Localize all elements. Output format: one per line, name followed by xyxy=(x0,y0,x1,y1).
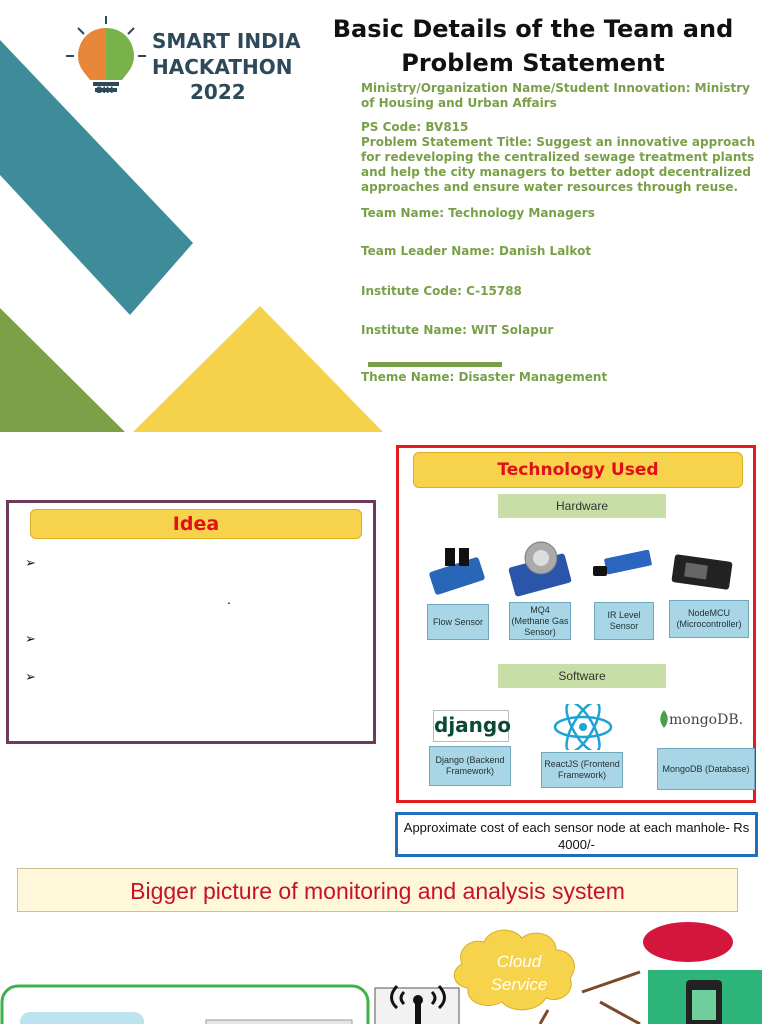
nodemcu-icon xyxy=(669,552,735,592)
system-diagram xyxy=(0,920,768,1024)
sensor-node-block xyxy=(20,1012,144,1024)
technology-title: Technology Used xyxy=(413,452,743,488)
ministry-text: Ministry/Organization Name/Student Innovation: Ministry of Housing and Urban Affairs xyxy=(361,81,751,110)
institute-code-text: Institute Code: C-15788 xyxy=(361,284,522,298)
yellow-triangle-shape xyxy=(133,306,383,432)
methane-sensor-icon xyxy=(507,536,573,598)
sih-badge-text: SIH xyxy=(96,86,114,96)
mongodb-wordmark: mongoDB. xyxy=(669,712,744,728)
django-label: Django (Backend Framework) xyxy=(429,746,511,786)
nodemcu-label: NodeMCU (Microcontroller) xyxy=(669,600,749,638)
methane-sensor-label: MQ4 (Methane Gas Sensor) xyxy=(509,602,571,640)
django-logo: django xyxy=(433,710,509,742)
page-title xyxy=(318,12,748,80)
green-triangle-shape xyxy=(0,308,125,432)
idea-panel xyxy=(6,500,376,744)
ps-title-text: Problem Statement Title: Suggest an innovative approach for redeveloping the centralized sewage treatment plants and help the city managers to better adopt decentralized approaches and ensure water resources through reuse. xyxy=(361,135,756,194)
theme-text: Theme Name: Disaster Management xyxy=(361,370,608,384)
hardware-tag: Hardware xyxy=(498,494,666,518)
ir-sensor-label: IR Level Sensor xyxy=(594,602,654,640)
idea-bullet-2: ➢ xyxy=(25,631,36,646)
react-logo-icon xyxy=(551,704,615,750)
ir-sensor-icon xyxy=(591,550,657,584)
idea-dot: . xyxy=(227,591,231,607)
sensor-node-block-2 xyxy=(206,1020,352,1024)
ps-code-text: PS Code: BV815 xyxy=(361,120,469,134)
title-line-1: Basic Details of the Team and xyxy=(332,15,734,43)
logo-line-1: SMART INDIA xyxy=(152,29,301,53)
team-leader-text: Team Leader Name: Danish Lalkot xyxy=(361,244,592,258)
mongodb-leaf-icon xyxy=(659,710,669,728)
cloud-service-label: Cloud Service xyxy=(490,952,548,994)
cost-note: Approximate cost of each sensor node at each manhole- Rs 4000/- xyxy=(395,812,758,857)
arrow-to-app xyxy=(582,972,640,992)
flow-sensor-icon xyxy=(427,544,487,596)
mongodb-label: MongoDB (Database) xyxy=(657,748,755,790)
arrow-to-cloud xyxy=(540,1010,548,1024)
idea-title: Idea xyxy=(30,509,362,539)
idea-bullet-3: ➢ xyxy=(25,669,36,684)
idea-bullet-1: ➢ xyxy=(25,555,36,570)
technology-panel xyxy=(396,445,756,803)
arrow-from-app xyxy=(600,1002,640,1024)
bigger-picture-banner: Bigger picture of monitoring and analysis system xyxy=(17,868,738,912)
logo-wordmark xyxy=(152,28,301,80)
team-name-text: Team Name: Technology Managers xyxy=(361,206,595,220)
institute-name-text: Institute Name: WIT Solapur xyxy=(361,323,554,337)
logo-line-2: HACKATHON xyxy=(152,55,293,79)
reactjs-label: ReactJS (Frontend Framework) xyxy=(541,752,623,788)
logo-year: 2022 xyxy=(190,80,246,104)
theme-divider xyxy=(368,362,502,367)
alert-ellipse xyxy=(643,922,733,962)
flow-sensor-label: Flow Sensor xyxy=(427,604,489,640)
software-tag: Software xyxy=(498,664,666,688)
title-line-2: Problem Statement xyxy=(401,49,665,77)
